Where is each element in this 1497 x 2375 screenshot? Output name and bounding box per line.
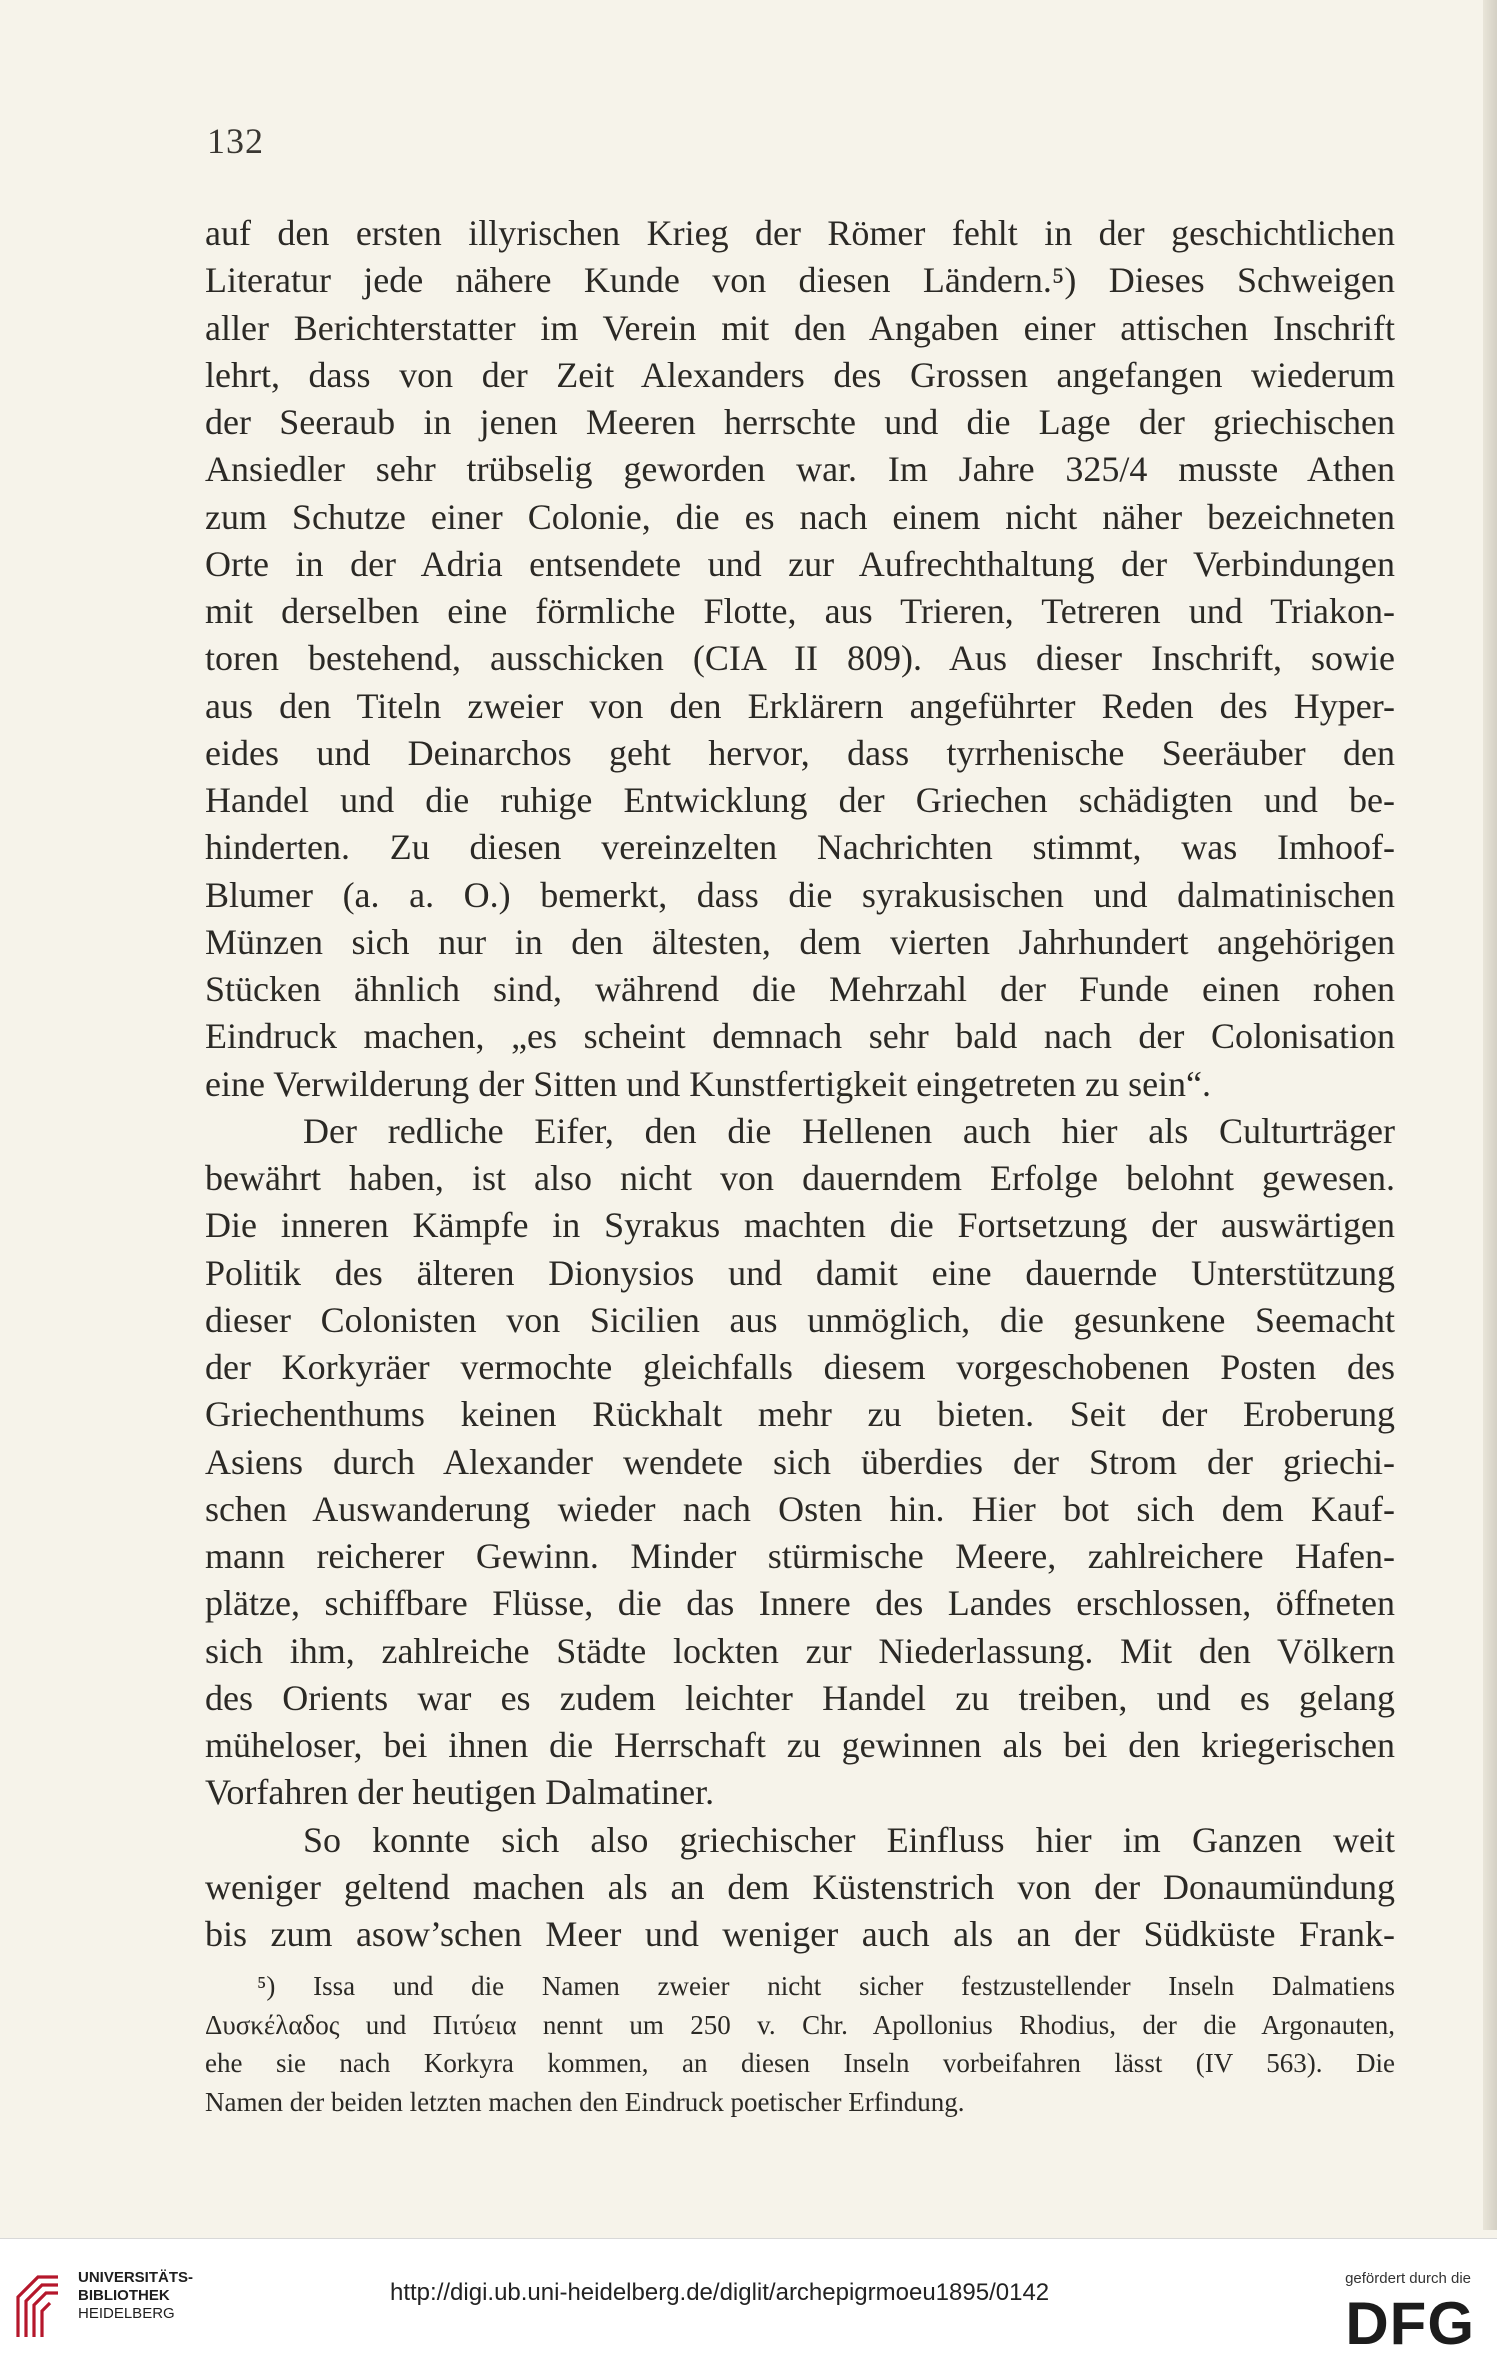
body-line: zum Schutze einer Colonie, die es nach einem nicht näher bezeichneten <box>205 496 1395 537</box>
paragraph-end-line: eine Verwilderung der Sitten und Kunstfertigkeit eingetreten zu sein“. <box>205 1063 1212 1104</box>
body-line: auf den ersten illyrischen Krieg der Römer fehlt in der geschichtlichen <box>205 213 1395 253</box>
body-line: sich ihm, zahlreiche Städte lockten zur Niederlassung. Mit den Völkern <box>205 1630 1395 1671</box>
body-line: mann reicherer Gewinn. Minder stürmische Meere, zahlreichere Hafen- <box>205 1536 1395 1576</box>
body-line: bewährt haben, ist also nicht von dauerndem Erfolge belohnt gewesen. <box>205 1158 1395 1198</box>
body-line: aus den Titeln zweier von den Erklärern angeführter Reden des Hyper- <box>205 685 1395 726</box>
footnote-line: Namen der beiden letzten machen den Eindruck poetischer Erfindung. <box>205 2086 965 2117</box>
funding-caption: gefördert durch die <box>1345 2270 1471 2287</box>
library-line: UNIVERSITÄTS- <box>78 2269 194 2286</box>
body-line: Münzen sich nur in den ältesten, dem vierten Jahrhundert angehörigen <box>205 921 1395 962</box>
body-line: bis zum asow’schen Meer und weniger auch als an der Südküste Frank- <box>205 1914 1395 1954</box>
body-line: mit derselben eine förmliche Flotte, aus Trieren, Tetreren und Triakon- <box>205 591 1395 631</box>
footnote-line: Δυσκέλαδος und Πιτύεια nennt um 250 v. Chr. Apollonius Rhodius, der die Argonauten, <box>205 2009 1395 2040</box>
body-line: lehrt, dass von der Zeit Alexanders des Grossen angefangen wiederum <box>205 354 1395 395</box>
library-line: BIBLIOTHEK <box>78 2287 170 2304</box>
body-line: hinderten. Zu diesen vereinzelten Nachrichten stimmt, was Imhoof- <box>205 827 1395 868</box>
body-line: Handel und die ruhige Entwicklung der Griechen schädigten und be- <box>205 780 1395 820</box>
footnote <box>205 1967 1395 2121</box>
body-line: aller Berichterstatter im Verein mit den Angaben einer attischen Inschrift <box>205 307 1395 348</box>
body-line: toren bestehend, ausschicken (CIA II 809). Aus dieser Inschrift, sowie <box>205 638 1395 679</box>
permalink-url[interactable]: http://digi.ub.uni-heidelberg.de/diglit/archepigrmoeu1895/0142 <box>390 2279 1050 2306</box>
dfg-logo-icon: DFG <box>1345 2290 1475 2357</box>
body-line: Die inneren Kämpfe in Syrakus machten die Fortsetzung der auswärtigen <box>205 1205 1395 1246</box>
body-line: Eindruck machen, „es scheint demnach sehr bald nach der Colonisation <box>205 1016 1395 1057</box>
digitization-footer <box>0 2238 1497 2375</box>
library-line: HEIDELBERG <box>78 2305 175 2322</box>
body-line: Ansiedler sehr trübselig geworden war. Im Jahre 325/4 musste Athen <box>205 449 1395 490</box>
page-number: 132 <box>207 121 264 161</box>
body-line: Blumer (a. a. O.) bemerkt, dass die syrakusischen und dalmatinischen <box>205 874 1395 915</box>
body-line: des Orients war es zudem leichter Handel zu treiben, und es gelang <box>205 1677 1395 1718</box>
body-line: Griechenthums keinen Rückhalt mehr zu bieten. Seit der Eroberung <box>205 1394 1395 1435</box>
ub-heidelberg-logo-icon <box>14 2267 60 2339</box>
body-line: müheloser, bei ihnen die Herrschaft zu gewinnen als bei den kriegerischen <box>205 1725 1395 1765</box>
body-line: Politik des älteren Dionysios und damit eine dauernde Unterstützung <box>205 1252 1395 1293</box>
body-line: der Korkyräer vermochte gleichfalls diesem vorgeschobenen Posten des <box>205 1347 1395 1387</box>
page-edge <box>1483 0 1497 2230</box>
body-line: der Seeraub in jenen Meeren herrschte und die Lage der griechischen <box>205 402 1395 442</box>
paragraph-start-line: So konnte sich also griechischer Einfluss hier im Ganzen weit <box>303 1819 1395 1860</box>
body-text <box>205 210 1395 1958</box>
footnote-line: ⁵) Issa und die Namen zweier nicht sicher festzustellender Inseln Dalmatiens <box>257 1971 1395 2001</box>
body-line: weniger geltend machen als an dem Küstenstrich von der Donaumündung <box>205 1866 1395 1907</box>
body-line: schen Auswanderung wieder nach Osten hin. Hier bot sich dem Kauf- <box>205 1488 1395 1529</box>
library-name <box>78 2269 193 2323</box>
body-line: eides und Deinarchos geht hervor, dass tyrrhenische Seeräuber den <box>205 732 1395 773</box>
body-line: Asiens durch Alexander wendete sich überdies der Strom der griechi- <box>205 1441 1395 1482</box>
body-line: Literatur jede nähere Kunde von diesen Ländern.⁵) Dieses Schweigen <box>205 260 1395 301</box>
paragraph-start-line: Der redliche Eifer, den die Hellenen auch hier als Culturträger <box>303 1110 1395 1151</box>
body-line: plätze, schiffbare Flüsse, die das Innere des Landes erschlossen, öffneten <box>205 1583 1395 1624</box>
paragraph-end-line: Vorfahren der heutigen Dalmatiner. <box>205 1772 715 1813</box>
body-line: Orte in der Adria entsendete und zur Aufrechthaltung der Verbindungen <box>205 543 1395 584</box>
body-line: Stücken ähnlich sind, während die Mehrzahl der Funde einen rohen <box>205 969 1395 1009</box>
body-line: dieser Colonisten von Sicilien aus unmöglich, die gesunkene Seemacht <box>205 1299 1395 1340</box>
footnote-line: ehe sie nach Korkyra kommen, an diesen Inseln vorbeifahren lässt (IV 563). Die <box>205 2048 1395 2078</box>
